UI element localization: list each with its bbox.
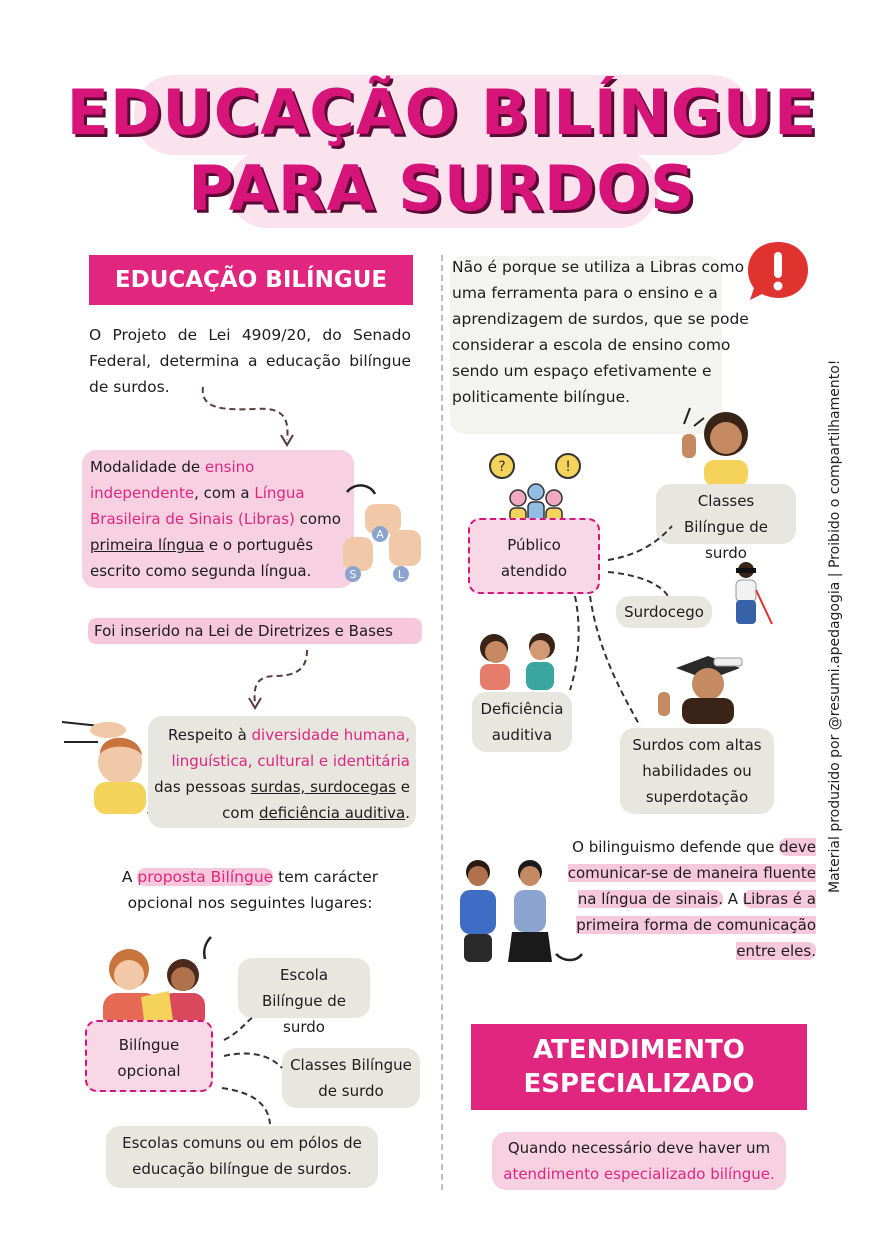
- page-title-line-1: EDUCAÇÃO BILÍNGUE: [66, 76, 818, 149]
- deficiencia-auditiva-box: Deficiência auditiva: [472, 692, 572, 752]
- publico-atendido-box: Público atendido: [468, 518, 600, 594]
- alert-bubble-icon: [744, 238, 812, 306]
- classes-bilingue-box-right: Classes Bilíngue de surdo: [656, 484, 796, 544]
- dashed-arrow-2: [245, 648, 325, 710]
- column-divider: [441, 255, 443, 1190]
- graduate-illustration: [652, 652, 752, 724]
- libras-letter-s: S: [349, 568, 357, 581]
- svg-text:!: !: [565, 459, 571, 475]
- surdocego-box: Surdocego: [616, 596, 712, 628]
- lei-diretrizes-text: Foi inserido na Lei de Diretrizes e Bases: [88, 618, 422, 644]
- libras-letter-l: L: [397, 568, 405, 581]
- side-credit: Material produzido por @resumi.apedagogia | Proibido o compartilhamento!: [827, 359, 843, 893]
- libras-letter-a: A: [376, 528, 384, 541]
- classes-bilingue-box-left: Classes Bilíngue de surdo: [282, 1048, 420, 1108]
- modalidade-box: Modalidade de ensino independente, com a Língua Brasileira de Sinais (Libras) como primeira língua e o português escrito como segunda língua.: [82, 450, 354, 588]
- girl-signing-illustration: [678, 404, 760, 486]
- libras-hands-illustration: [335, 482, 430, 587]
- bilinguismo-text: O bilinguismo defende que deve comunicar-se de maneira fluente na língua de sinais. A Libras é a primeira forma de comunicação entre eles.: [567, 838, 816, 960]
- intro-text: O Projeto de Lei 4909/20, do Senado Federal, determina a educação bilíngue de surdos.: [89, 326, 411, 396]
- children-talking-illustration: [472, 626, 564, 692]
- proposta-text: A proposta Bilíngue tem carácter opcional nos seguintes lugares:: [121, 868, 379, 912]
- respeito-box: Respeito à diversidade humana, linguística, cultural e identitária das pessoas surdas, surdocegas e com deficiência auditiva.: [148, 716, 416, 828]
- section-title-educacao-bilingue: EDUCAÇÃO BILÍNGUE: [89, 255, 413, 305]
- surdocego-illustration: [722, 560, 774, 630]
- escolas-comuns-box: Escolas comuns ou em pólos de educação bilíngue de surdos.: [106, 1126, 378, 1188]
- nao-e-text: Não é porque se utiliza a Libras como uma ferramenta para o ensino e a aprendizagem de surdos, que se pode considerar a escola de ensino como sendo um espaço efetivamente e politicamente bilíngue.: [452, 258, 749, 406]
- page-title-line-2: PARA SURDOS: [188, 152, 696, 225]
- altas-habilidades-box: Surdos com altas habilidades ou superdotação: [620, 728, 774, 814]
- bilingue-opcional-box: Bilíngue opcional: [85, 1020, 213, 1092]
- svg-text:?: ?: [498, 459, 506, 475]
- quando-box: Quando necessário deve haver um atendimento especializado bilíngue.: [492, 1132, 786, 1190]
- section-title-atendimento: ATENDIMENTO ESPECIALIZADO: [471, 1024, 807, 1110]
- escola-bilingue-box: Escola Bilíngue de surdo: [238, 958, 370, 1018]
- people-signing-illustration: [452, 858, 588, 968]
- dashed-arrow-1: [195, 385, 305, 455]
